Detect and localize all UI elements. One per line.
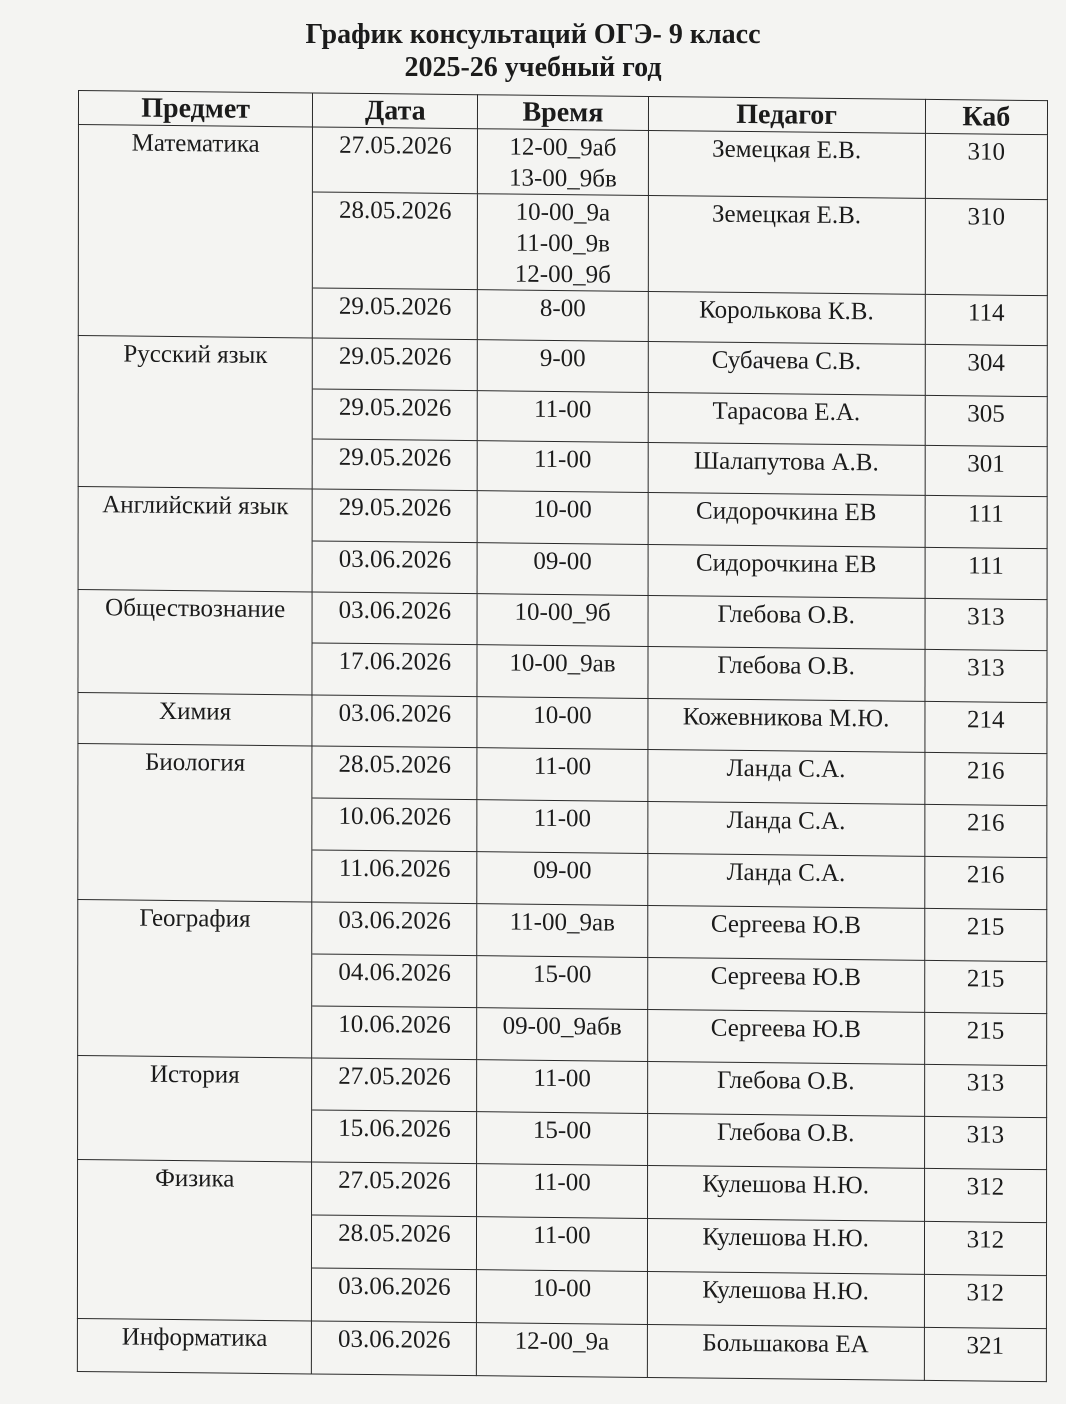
room-cell: 312 — [924, 1168, 1046, 1222]
teacher-cell: Кулешова Н.Ю. — [647, 1165, 924, 1221]
header-room: Каб — [925, 99, 1047, 134]
table-row — [78, 190, 1047, 296]
subject-cell: География — [78, 899, 312, 953]
date-cell: 29.05.2026 — [313, 288, 478, 340]
teacher-cell: Королькова К.В. — [648, 291, 925, 344]
date-cell: 27.05.2026 — [312, 1162, 477, 1217]
subject-cell: Русский язык — [78, 336, 312, 389]
room-cell: 215 — [924, 908, 1046, 961]
subject-cell — [77, 1265, 311, 1320]
room-cell: 111 — [925, 547, 1047, 599]
subject-cell: Биология — [78, 743, 312, 797]
room-cell: 216 — [925, 804, 1047, 857]
room-cell: 312 — [924, 1221, 1046, 1275]
teacher-cell: Тарасова Е.А. — [648, 392, 925, 445]
subject-cell — [78, 539, 312, 592]
title-line-1: График консультаций ОГЭ- 9 класс — [305, 19, 761, 50]
date-cell: 29.05.2026 — [313, 389, 478, 441]
room-cell: 111 — [925, 495, 1047, 548]
teacher-cell: Глебова О.В. — [648, 646, 925, 701]
teacher-cell: Глебова О.В. — [648, 595, 925, 649]
document-title — [0, 18, 1066, 84]
time-cell: 12-00_9а — [477, 1323, 647, 1378]
room-cell: 310 — [925, 133, 1047, 199]
time-cell: 9-00 — [478, 340, 648, 393]
header-teacher: Педагог — [648, 96, 925, 133]
teacher-cell: Земецкая Е.В. — [648, 130, 925, 198]
room-cell: 214 — [925, 701, 1047, 753]
teacher-cell: Ланда С.А. — [647, 801, 924, 856]
time-cell: 11-00 — [477, 1060, 647, 1114]
date-cell: 03.06.2026 — [312, 592, 477, 645]
time-cell: 11-00 — [478, 391, 648, 443]
date-cell: 28.05.2026 — [312, 746, 477, 800]
subject-cell — [78, 1107, 312, 1161]
room-cell: 312 — [924, 1274, 1046, 1328]
time-cell: 11-00_9ав — [477, 904, 647, 958]
room-cell: 114 — [925, 294, 1047, 345]
time-cell: 10-00 — [477, 1270, 647, 1325]
subject-cell: Английский язык — [78, 487, 312, 541]
time-cell: 09-00 — [477, 852, 647, 906]
date-cell: 28.05.2026 — [312, 1215, 477, 1270]
date-cell: 29.05.2026 — [313, 338, 478, 391]
subject-cell: Химия — [78, 692, 312, 745]
teacher-cell: Кулешова Н.Ю. — [647, 1271, 924, 1327]
subject-cell — [78, 951, 312, 1005]
time-cell: 11-00 — [477, 1217, 647, 1272]
room-cell: 313 — [924, 1064, 1046, 1117]
date-cell: 04.06.2026 — [312, 954, 477, 1008]
teacher-cell: Ланда С.А. — [647, 853, 924, 908]
subject-cell — [78, 847, 312, 901]
subject-cell: Обществознание — [78, 590, 312, 643]
teacher-cell: Ланда С.А. — [647, 749, 924, 804]
teacher-cell: Кожевникова М.Ю. — [647, 698, 924, 752]
teacher-cell: Шалапутова А.В. — [648, 442, 925, 495]
date-cell: 03.06.2026 — [312, 695, 477, 748]
time-cell: 15-00 — [477, 1112, 647, 1166]
subject-cell — [78, 437, 312, 489]
subject-cell: История — [78, 1055, 312, 1109]
subject-cell — [78, 795, 312, 849]
header-subject: Предмет — [78, 91, 312, 127]
title-line-2: 2025-26 учебный год — [404, 52, 662, 83]
date-cell: 10.06.2026 — [312, 1006, 477, 1060]
header-date: Дата — [313, 93, 478, 129]
time-cell: 10-00_9ав — [477, 645, 647, 699]
room-cell: 216 — [924, 856, 1046, 909]
teacher-cell: Сергеева Ю.В — [647, 957, 924, 1012]
time-cell: 09-00_9абв — [477, 1008, 647, 1062]
time-cell: 12-00_9аб 13-00_9бв — [478, 129, 648, 196]
subject-cell — [78, 190, 312, 288]
subject-cell: Информатика — [77, 1318, 311, 1373]
date-cell: 03.06.2026 — [312, 902, 477, 956]
time-cell: 11-00 — [477, 800, 647, 854]
room-cell: 301 — [925, 445, 1047, 496]
subject-cell — [78, 641, 312, 695]
subject-cell — [77, 1212, 311, 1267]
time-cell: 11-00 — [478, 441, 648, 493]
room-cell: 215 — [924, 1012, 1046, 1065]
date-cell: 03.06.2026 — [312, 541, 477, 594]
date-cell: 27.05.2026 — [312, 1058, 477, 1112]
teacher-cell: Сидорочкина ЕВ — [648, 492, 925, 547]
room-cell: 313 — [925, 649, 1047, 702]
time-cell: 8-00 — [478, 290, 648, 342]
subject-cell — [78, 1003, 312, 1057]
time-cell: 09-00 — [477, 543, 647, 596]
date-cell: 29.05.2026 — [312, 439, 477, 491]
teacher-cell: Земецкая Е.В. — [648, 195, 925, 294]
teacher-cell: Большакова ЕА — [647, 1324, 924, 1380]
date-cell: 17.06.2026 — [312, 643, 477, 697]
schedule-body — [77, 125, 1047, 1382]
room-cell: 313 — [925, 598, 1047, 650]
room-cell: 305 — [925, 395, 1047, 446]
header-time: Время — [478, 95, 648, 131]
teacher-cell: Сергеева Ю.В — [647, 1009, 924, 1064]
subject-cell: Математика — [78, 125, 312, 192]
date-cell: 03.06.2026 — [312, 1321, 477, 1376]
subject-cell: Физика — [78, 1159, 312, 1214]
time-cell: 11-00 — [477, 1164, 647, 1219]
time-cell: 10-00 — [477, 697, 647, 750]
time-cell: 11-00 — [477, 748, 647, 802]
time-cell: 10-00 — [478, 491, 648, 545]
table-row — [77, 1318, 1046, 1381]
teacher-cell: Субачева С.В. — [648, 341, 925, 395]
date-cell: 27.05.2026 — [313, 127, 478, 194]
teacher-cell: Глебова О.В. — [647, 1113, 924, 1168]
teacher-cell: Сергеева Ю.В — [647, 905, 924, 960]
date-cell: 03.06.2026 — [312, 1268, 477, 1323]
subject-cell — [78, 387, 312, 439]
date-cell: 11.06.2026 — [312, 850, 477, 904]
subject-cell — [78, 286, 312, 338]
date-cell: 28.05.2026 — [313, 192, 478, 290]
table-row — [78, 125, 1047, 200]
time-cell: 10-00_9б — [477, 594, 647, 647]
room-cell: 313 — [924, 1116, 1046, 1169]
time-cell: 10-00_9а 11-00_9в 12-00_9б — [478, 194, 648, 292]
time-cell: 15-00 — [477, 956, 647, 1010]
teacher-cell: Кулешова Н.Ю. — [647, 1218, 924, 1274]
date-cell: 10.06.2026 — [312, 798, 477, 852]
schedule-table — [77, 90, 1048, 1382]
room-cell: 310 — [925, 198, 1047, 295]
room-cell: 216 — [925, 752, 1047, 805]
date-cell: 29.05.2026 — [312, 489, 477, 543]
room-cell: 304 — [925, 344, 1047, 396]
room-cell: 321 — [924, 1327, 1046, 1381]
room-cell: 215 — [924, 960, 1046, 1013]
date-cell: 15.06.2026 — [312, 1110, 477, 1164]
teacher-cell: Сидорочкина ЕВ — [648, 544, 925, 598]
teacher-cell: Глебова О.В. — [647, 1061, 924, 1116]
